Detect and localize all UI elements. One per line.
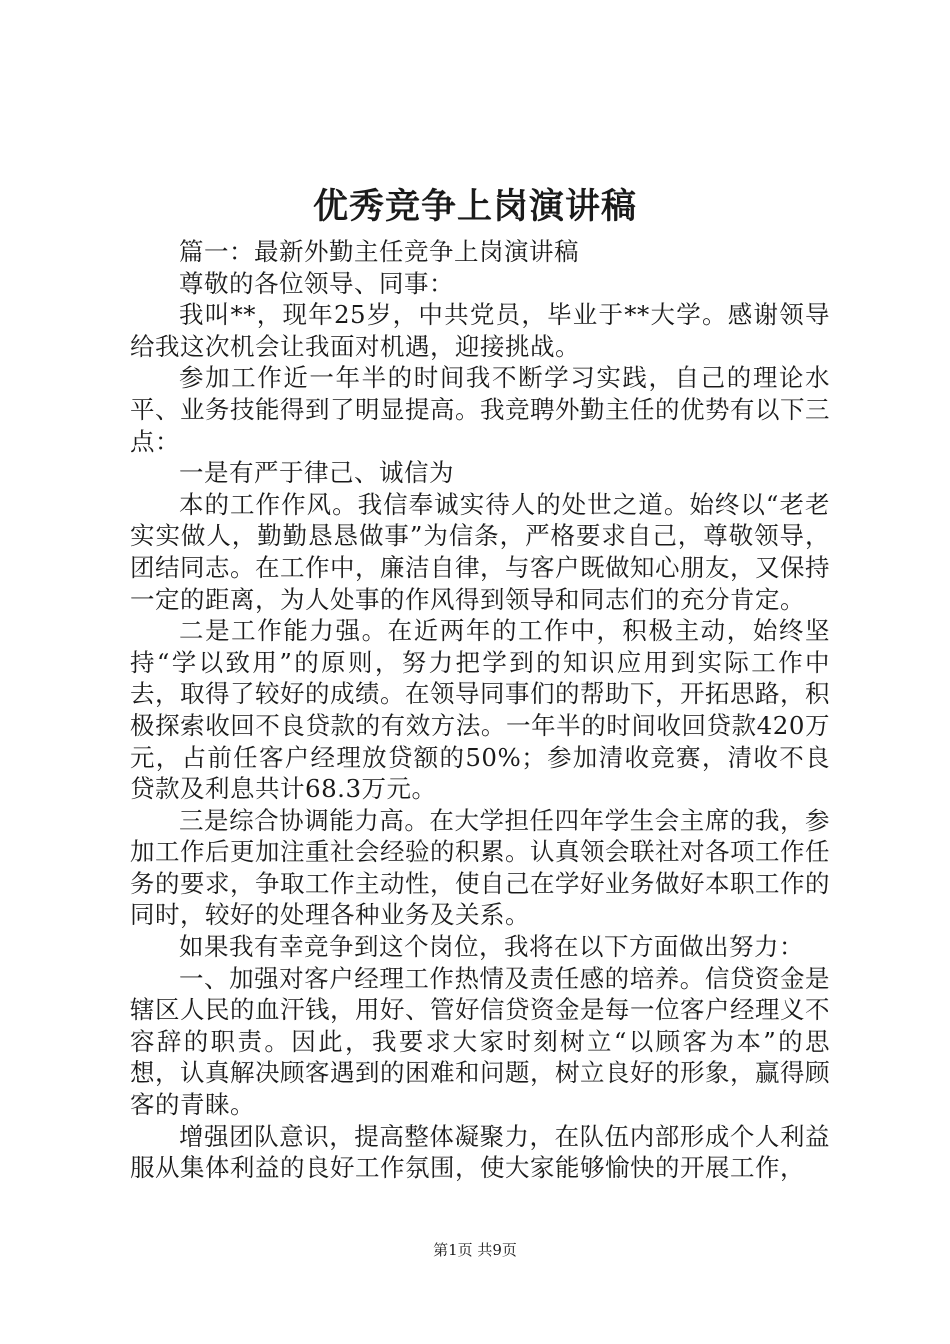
paragraph-salutation: 尊敬的各位领导、同事： bbox=[179, 268, 454, 298]
paragraph-effort-one: 一、加强对客户经理工作热情及责任感的培养。信贷资金是辖区人民的血汗钱，用好、管好信贷资金是每一位客户经理义不容辞的职责。因此，我要求大家时刻树立“以顾客为本”的思想，认真解决顾客遇到的困难和问题，树立良好的形象，赢得顾客的青睐。 bbox=[130, 963, 830, 1120]
paragraph-team-spirit: 增强团队意识，提高整体凝聚力，在队伍内部形成个人利益服从集体利益的良好工作氛围，使大家能够愉快的开展工作， bbox=[130, 1121, 830, 1183]
document-body bbox=[130, 236, 830, 1184]
paragraph-section-heading: 篇一：最新外勤主任竞争上岗演讲稿 bbox=[179, 237, 579, 266]
document-title: 优秀竞争上岗演讲稿 bbox=[312, 186, 637, 227]
paragraph-advantages-intro: 参加工作近一年半的时间我不断学习实践，自己的理论水平、业务技能得到了明显提高。我竞聘外勤主任的优势有以下三点： bbox=[130, 363, 830, 456]
paragraph-point-two: 二是工作能力强。在近两年的工作中，积极主动，始终坚持“学以致用”的原则，努力把学到的知识应用到实际工作中去，取得了较好的成绩。在领导同事们的帮助下，开拓思路，积极探索收回不良贷款的有效方法。一年半的时间收回贷款420万元，占前任客户经理放贷额的50%；参加清收竞赛，清收不良贷款及利息共计68.3万元。 bbox=[130, 616, 830, 804]
page-number-footer: 第1页 共9页 bbox=[433, 1241, 517, 1259]
paragraph-point-three: 三是综合协调能力高。在大学担任四年学生会主席的我，参加工作后更加注重社会经验的积累。认真领会联社对各项工作任务的要求，争取工作主动性，使自己在学好业务做好本职工作的同时，较好的处理各种业务及关系。 bbox=[130, 805, 830, 930]
paragraph-efforts-intro: 如果我有幸竞争到这个岗位，我将在以下方面做出努力： bbox=[179, 932, 804, 962]
paragraph-point-one-body: 本的工作作风。我信奉诚实待人的处世之道。始终以“老老实实做人，勤勤恳恳做事”为信条，严格要求自己，尊敬领导，团结同志。在工作中，廉洁自律，与客户既做知心朋友，又保持一定的距离，为人处事的作风得到领导和同志们的充分肯定。 bbox=[130, 489, 830, 614]
paragraph-point-one-heading: 一是有严于律己、诚信为 bbox=[179, 458, 454, 488]
paragraph-self-introduction: 我叫**，现年25岁，中共党员，毕业于**大学。感谢领导给我这次机会让我面对机遇，迎接挑战。 bbox=[130, 300, 830, 361]
